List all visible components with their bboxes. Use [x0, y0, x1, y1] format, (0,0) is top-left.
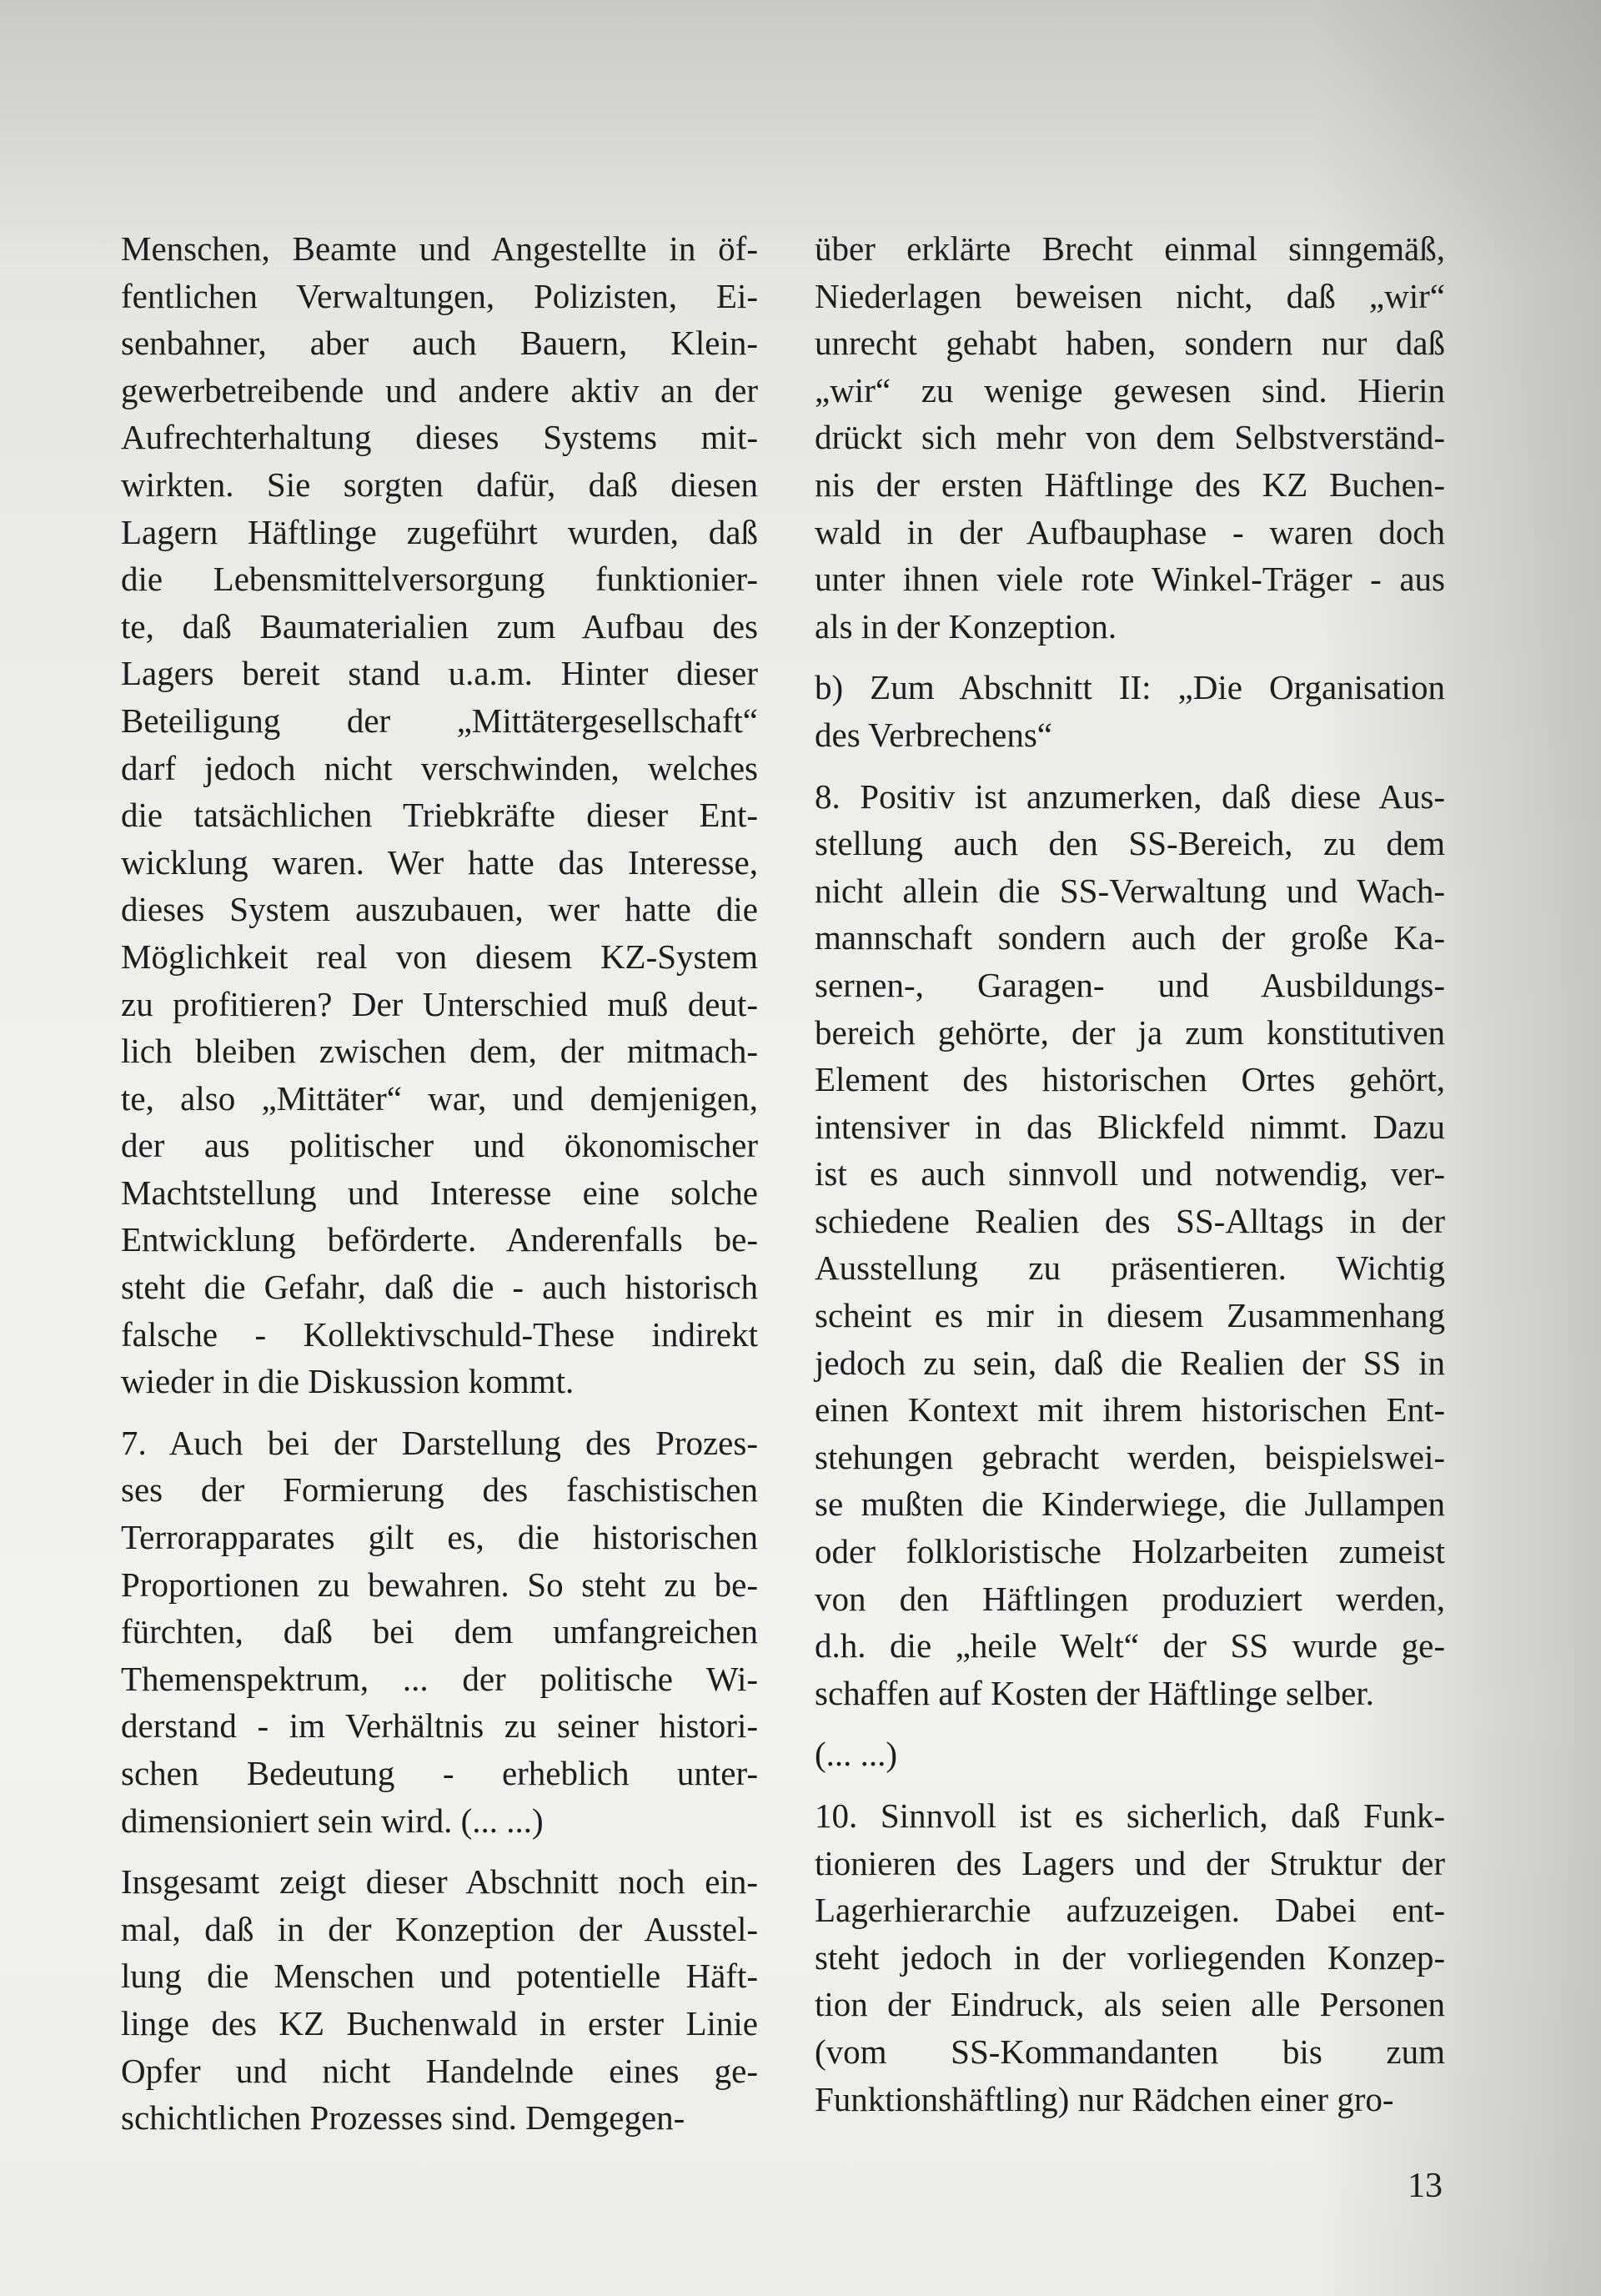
text-line: ses der Formierung des faschistischen	[121, 1470, 758, 1510]
text-line: te, daß Baumaterialien zum Aufbau des	[121, 606, 758, 646]
text-line: 10. Sinnvoll ist es sicherlich, daß Funk-	[815, 1796, 1445, 1835]
paragraph	[815, 1731, 1445, 1778]
text-line: Terrorapparates gilt es, die historischen	[121, 1518, 758, 1557]
paragraph-gap	[121, 1844, 758, 1858]
text-line: schen Bedeutung - erheblich unter-	[121, 1754, 758, 1792]
text-line: Aufrechterhaltung dieses Systems mit-	[121, 418, 758, 457]
text-line: sernen-, Garagen- und Ausbildungs-	[815, 965, 1445, 1004]
text-line: 8. Positiv ist anzumerken, daß diese Aus-	[815, 776, 1445, 816]
right-text-column	[815, 225, 1445, 2123]
text-line: mannschaft sondern auch der große Ka-	[815, 918, 1445, 957]
text-line: einen Kontext mit ihrem historischen Ent-	[815, 1390, 1445, 1429]
paragraph-gap	[815, 759, 1445, 773]
text-line: Funktionshäftling) nur Rädchen einer gro-	[815, 2079, 1394, 2118]
text-line: se mußten die Kinderwiege, die Jullampen	[815, 1485, 1445, 1524]
text-line: jedoch zu sein, daß die Realien der SS in	[815, 1343, 1445, 1382]
text-line: lich bleiben zwischen dem, der mitmach-	[121, 1032, 758, 1071]
paragraph	[815, 1792, 1445, 2123]
text-line: b) Zum Abschnitt II: „Die Organisation	[815, 668, 1445, 707]
paragraph	[815, 225, 1445, 650]
text-line: Insgesamt zeigt dieser Abschnitt noch ein-	[121, 1862, 758, 1902]
text-line: Lagers bereit stand u.a.m. Hinter dieser	[121, 654, 758, 693]
text-line: wirkten. Sie sorgten dafür, daß diesen	[121, 465, 758, 504]
text-line: Proportionen zu bewahren. So steht zu be-	[121, 1565, 758, 1604]
text-line: gewerbetreibende und andere aktiv an der	[121, 370, 758, 409]
text-line: derstand - im Verhältnis zu seiner histori-	[121, 1706, 758, 1746]
paragraph	[815, 664, 1445, 758]
text-line: Beteiligung der „Mittätergesellschaft“	[121, 701, 758, 740]
text-line: falsche - Kollektivschuld-These indirekt	[121, 1314, 758, 1354]
text-line: schiedene Realien des SS-Alltags in der	[815, 1201, 1445, 1240]
paragraph-gap	[815, 650, 1445, 664]
text-line: unter ihnen viele rote Winkel-Träger - aus	[815, 560, 1445, 599]
text-line: Möglichkeit real von diesem KZ-System	[121, 937, 758, 976]
text-line: dimensioniert sein wird. (... ...)	[121, 1801, 544, 1840]
text-line: unrecht gehabt haben, sondern nur daß	[815, 324, 1445, 363]
text-line: bereich gehörte, der ja zum konstitutiven	[815, 1012, 1445, 1052]
text-line: als in der Konzeption.	[815, 606, 1117, 646]
text-line: Ausstellung zu präsentieren. Wichtig	[815, 1248, 1445, 1288]
text-line: zu profitieren? Der Unterschied muß deut-	[121, 984, 758, 1023]
text-line: ist es auch sinnvoll und notwendig, ver-	[815, 1154, 1445, 1193]
text-line: darf jedoch nicht verschwinden, welches	[121, 748, 758, 787]
text-line: stellung auch den SS-Bereich, zu dem	[815, 824, 1445, 863]
paragraph	[121, 225, 758, 1405]
text-line: Themenspektrum, ... der politische Wi-	[121, 1659, 758, 1698]
paragraph-gap	[815, 1778, 1445, 1792]
text-line: nicht allein die SS-Verwaltung und Wach-	[815, 871, 1445, 910]
text-line: Machtstellung und Interesse eine solche	[121, 1173, 758, 1212]
text-line: von den Häftlingen produziert werden,	[815, 1579, 1445, 1618]
paragraph-gap	[121, 1405, 758, 1419]
page-number: 13	[1408, 2167, 1443, 2205]
text-line: nis der ersten Häftlinge des KZ Buchen-	[815, 465, 1445, 504]
text-line: intensiver in das Blickfeld nimmt. Dazu	[815, 1107, 1445, 1146]
text-line: Lagerhierarchie aufzuzeigen. Dabei ent-	[815, 1891, 1445, 1930]
text-line: Entwicklung beförderte. Anderenfalls be-	[121, 1220, 758, 1259]
text-line: tion der Eindruck, als seien alle Personen	[815, 1985, 1445, 2024]
text-line: te, also „Mittäter“ war, und demjenigen,	[121, 1078, 758, 1118]
text-line: Lagern Häftlinge zugeführt wurden, daß	[121, 512, 758, 551]
text-line: wieder in die Diskussion kommt.	[121, 1362, 575, 1401]
text-line: Opfer und nicht Handelnde eines ge-	[121, 2051, 758, 2090]
text-line: Element des historischen Ortes gehört,	[815, 1060, 1445, 1099]
paragraph	[815, 773, 1445, 1717]
text-line: wald in der Aufbauphase - waren doch	[815, 512, 1445, 551]
text-line: wicklung waren. Wer hatte das Interesse,	[121, 842, 758, 882]
left-text-column	[121, 225, 758, 2142]
paragraph-gap	[815, 1716, 1445, 1731]
text-line: der aus politischer und ökonomischer	[121, 1126, 758, 1165]
text-line: (... ...)	[815, 1735, 898, 1774]
text-line: tionieren des Lagers und der Struktur der	[815, 1843, 1445, 1882]
text-line: die Lebensmittelversorgung funktionier-	[121, 560, 758, 599]
text-line: fürchten, daß bei dem umfangreichen	[121, 1612, 758, 1651]
text-line: mal, daß in der Konzeption der Ausstel-	[121, 1909, 758, 1948]
text-line: scheint es mir in diesem Zusammenhang	[815, 1296, 1445, 1335]
paragraph	[121, 1858, 758, 2142]
text-line: schichtlichen Prozesses sind. Demgegen-	[121, 2098, 685, 2138]
paragraph	[121, 1419, 758, 1844]
text-line: Menschen, Beamte und Angestellte in öf-	[121, 229, 758, 268]
text-line: die tatsächlichen Triebkräfte dieser Ent-	[121, 796, 758, 835]
text-line: dieses System auszubauen, wer hatte die	[121, 890, 758, 929]
text-line: steht jedoch in der vorliegenden Konzep-	[815, 1937, 1445, 1977]
text-line: schaffen auf Kosten der Häftlinge selber.	[815, 1673, 1374, 1712]
text-line: des Verbrechens“	[815, 715, 1052, 754]
text-line: (vom SS-Kommandanten bis zum	[815, 2032, 1445, 2071]
text-line: 7. Auch bei der Darstellung des Prozes-	[121, 1423, 758, 1462]
text-line: drückt sich mehr von dem Selbstverständ-	[815, 418, 1445, 457]
text-line: d.h. die „heile Welt“ der SS wurde ge-	[815, 1626, 1445, 1665]
text-line: über erklärte Brecht einmal sinngemäß,	[815, 229, 1445, 268]
text-line: oder folkloristische Holzarbeiten zumeist	[815, 1532, 1445, 1571]
text-line: linge des KZ Buchenwald in erster Linie	[121, 2003, 758, 2042]
text-line: steht die Gefahr, daß die - auch historisch	[121, 1268, 758, 1307]
text-line: „wir“ zu wenige gewesen sind. Hierin	[815, 370, 1445, 409]
text-line: fentlichen Verwaltungen, Polizisten, Ei-	[121, 276, 758, 315]
text-line: senbahner, aber auch Bauern, Klein-	[121, 324, 758, 363]
text-line: Niederlagen beweisen nicht, daß „wir“	[815, 276, 1445, 315]
text-line: stehungen gebracht werden, beispielswei-	[815, 1437, 1445, 1476]
text-line: lung die Menschen und potentielle Häft-	[121, 1957, 758, 1996]
